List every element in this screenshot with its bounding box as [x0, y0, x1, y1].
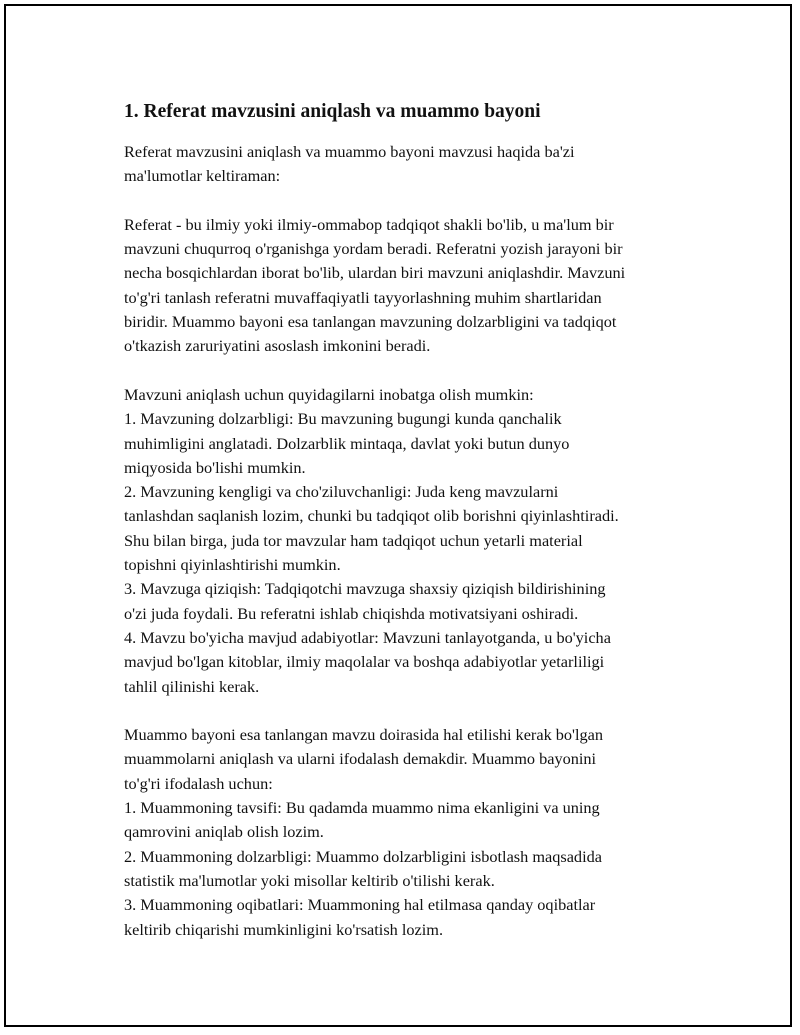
topic-criteria-lead: Mavzuni aniqlash uchun quyidagilarni inobatga olish mumkin: — [124, 384, 534, 404]
definition-paragraph: Referat - bu ilmiy yoki ilmiy-ommabop tadqiqot shakli bo'lib, u ma'lum bir mavzuni chuqurroq o'rganishga yordam beradi. Referatni yozish jarayoni bir necha bosqichlardan iborat bo'lib, ulardan biri mavzuni aniqlashdir. Mavzuni to'g'ri tanlash referatni muvaffaqiyatli tayyorlashning muhim shartlaridan biridir. Muammo bayoni esa tanlangan mavzuning dolzarbligini va tadqiqot o'tkazish zaruriyatini asoslash imkonini beradi. — [124, 214, 626, 356]
paragraph-spacer — [124, 189, 704, 213]
list-item: 1. Mavzuning dolzarbligi: Bu mavzuning bugungi kunda qanchalik muhimligini anglatadi. Dolzarblik mintaqa, davlat yoki butun dunyo miqyosida bo'lishi mumkin. — [124, 409, 570, 477]
intro-paragraph: Referat mavzusini aniqlash va muammo bayoni mavzusi haqida ba'zi ma'lumotlar keltiraman: — [124, 142, 575, 186]
list-item: 1. Muammoning tavsifi: Bu qadamda muammo nima ekanligini va uning qamrovini aniqlab olish lozim. — [124, 798, 600, 842]
paragraph-spacer — [124, 359, 704, 383]
list-item: 2. Mavzuning kengligi va cho'ziluvchanligi: Juda keng mavzularni tanlashdan saqlanish lozim, chunki bu tadqiqot olib borishni qiyinlashtiradi. Shu bilan birga, juda tor mavzular ham tadqiqot uchun yetarli material topishni qiyinlashtirishi mumkin. — [124, 482, 619, 575]
list-item: 3. Mavzuga qiziqish: Tadqiqotchi mavzuga shaxsiy qiziqish bildirishining o'zi juda foydali. Bu referatni ishlab chiqishda motivatsiyani oshiradi. — [124, 579, 606, 623]
list-item: 2. Muammoning dolzarbligi: Muammo dolzarbligini isbotlash maqsadida statistik ma'lumotlar yoki misollar keltirib o'tilishi kerak. — [124, 846, 602, 890]
document-title: 1. Referat mavzusini aniqlash va muammo bayoni — [124, 101, 541, 122]
list-item: 3. Muammoning oqibatlari: Muammoning hal etilmasa qanday oqibatlar keltirib chiqarishi mumkinligini ko'rsatish lozim. — [124, 895, 596, 939]
document-body — [124, 98, 704, 942]
paragraph-spacer — [124, 699, 704, 723]
problem-statement-lead: Muammo bayoni esa tanlangan mavzu doirasida hal etilishi kerak bo'lgan muammolarni aniqlash va ularni ifodalash demakdir. Muammo bayonini to'g'ri ifodalash uchun: — [124, 725, 604, 793]
document-page — [4, 4, 792, 1027]
list-item: 4. Mavzu bo'yicha mavjud adabiyotlar: Mavzuni tanlayotganda, u bo'yicha mavjud bo'lgan kitoblar, ilmiy maqolalar va boshqa adabiyotlar yetarliligi tahlil qilinishi kerak. — [124, 627, 611, 696]
